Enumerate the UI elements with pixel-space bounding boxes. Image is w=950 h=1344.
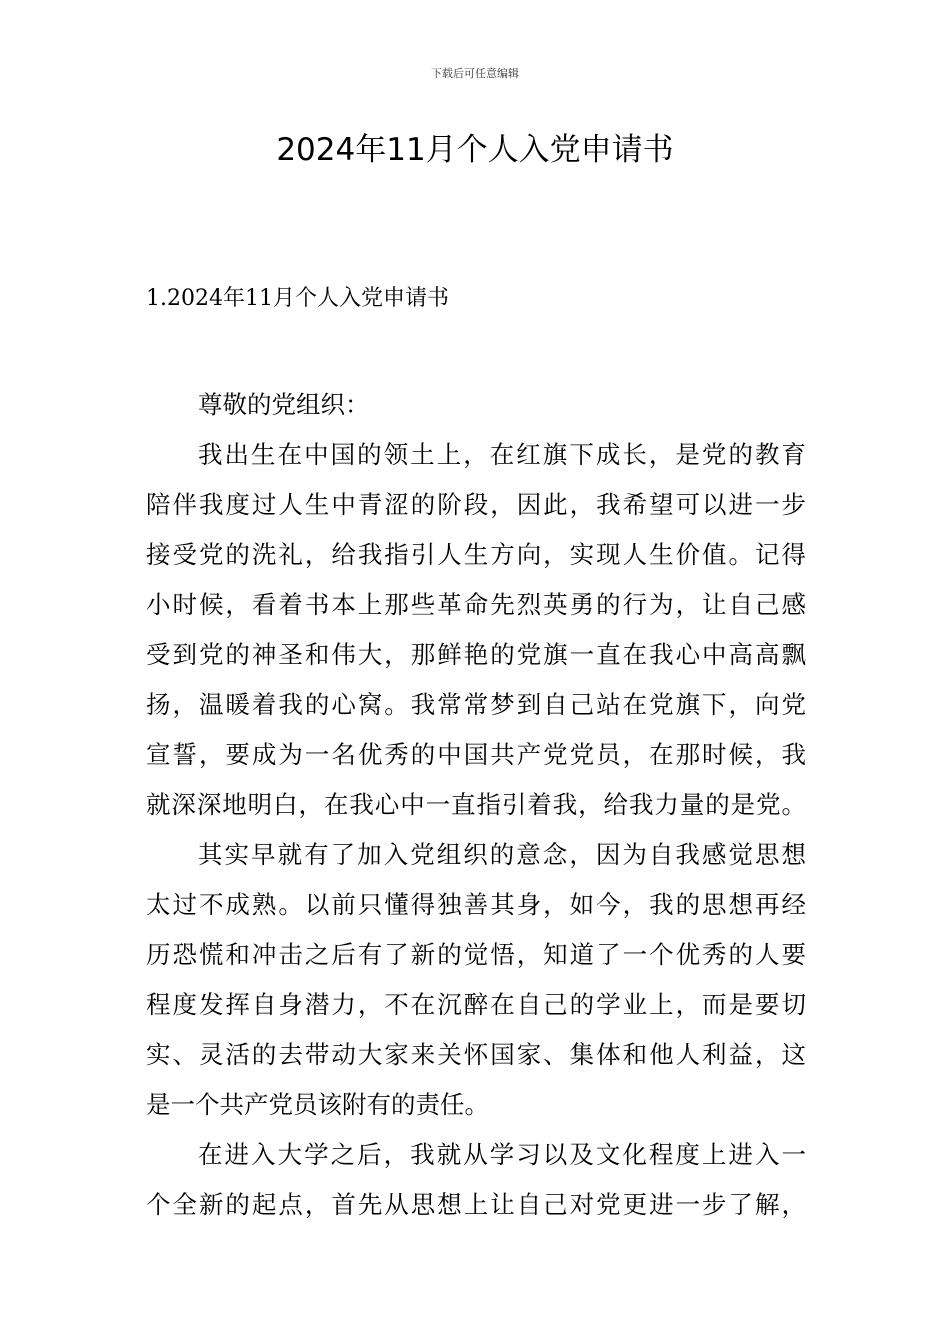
body-line: 受到党的神圣和伟大，那鲜艳的党旗一直在我心中高高飘 [146, 640, 806, 669]
body-line: 宣誓，要成为一名优秀的中国共产党党员，在那时候，我 [146, 740, 806, 769]
body-line: 个全新的起点，首先从思想上让自己对党更进一步了解， [146, 1190, 806, 1219]
body-line: 太过不成熟。以前只懂得独善其身，如今，我的思想再经 [146, 890, 806, 919]
header-note: 下载后可任意编辑 [431, 67, 519, 80]
body-line: 扬，温暖着我的心窝。我常常梦到自己站在党旗下，向党 [146, 690, 806, 719]
body-line: 是一个共产党员该附有的责任。 [146, 1090, 489, 1119]
body-line: 尊敬的党组织： [198, 390, 370, 419]
body-text [146, 380, 806, 1230]
body-line: 小时候，看着书本上那些革命先烈英勇的行为，让自己感 [146, 590, 806, 619]
document-title: 2024年11月个人入党申请书 [276, 132, 674, 168]
body-line: 我出生在中国的领土上，在红旗下成长，是党的教育 [198, 440, 806, 469]
body-line: 陪伴我度过人生中青涩的阶段，因此，我希望可以进一步 [146, 490, 806, 519]
body-line: 接受党的洗礼，给我指引人生方向，实现人生价值。记得 [146, 540, 806, 569]
body-line: 程度发挥自身潜力，不在沉醉在自己的学业上，而是要切 [146, 990, 806, 1019]
body-line: 历恐慌和冲击之后有了新的觉悟，知道了一个优秀的人要 [146, 940, 806, 969]
body-line: 就深深地明白，在我心中一直指引着我，给我力量的是党。 [146, 790, 806, 819]
body-line: 在进入大学之后，我就从学习以及文化程度上进入一 [198, 1140, 806, 1169]
body-line: 实、灵活的去带动大家来关怀国家、集体和他人利益，这 [146, 1040, 806, 1069]
body-line: 其实早就有了加入党组织的意念，因为自我感觉思想 [198, 840, 806, 869]
section-heading: 1.2024年11月个人入党申请书 [146, 286, 449, 311]
